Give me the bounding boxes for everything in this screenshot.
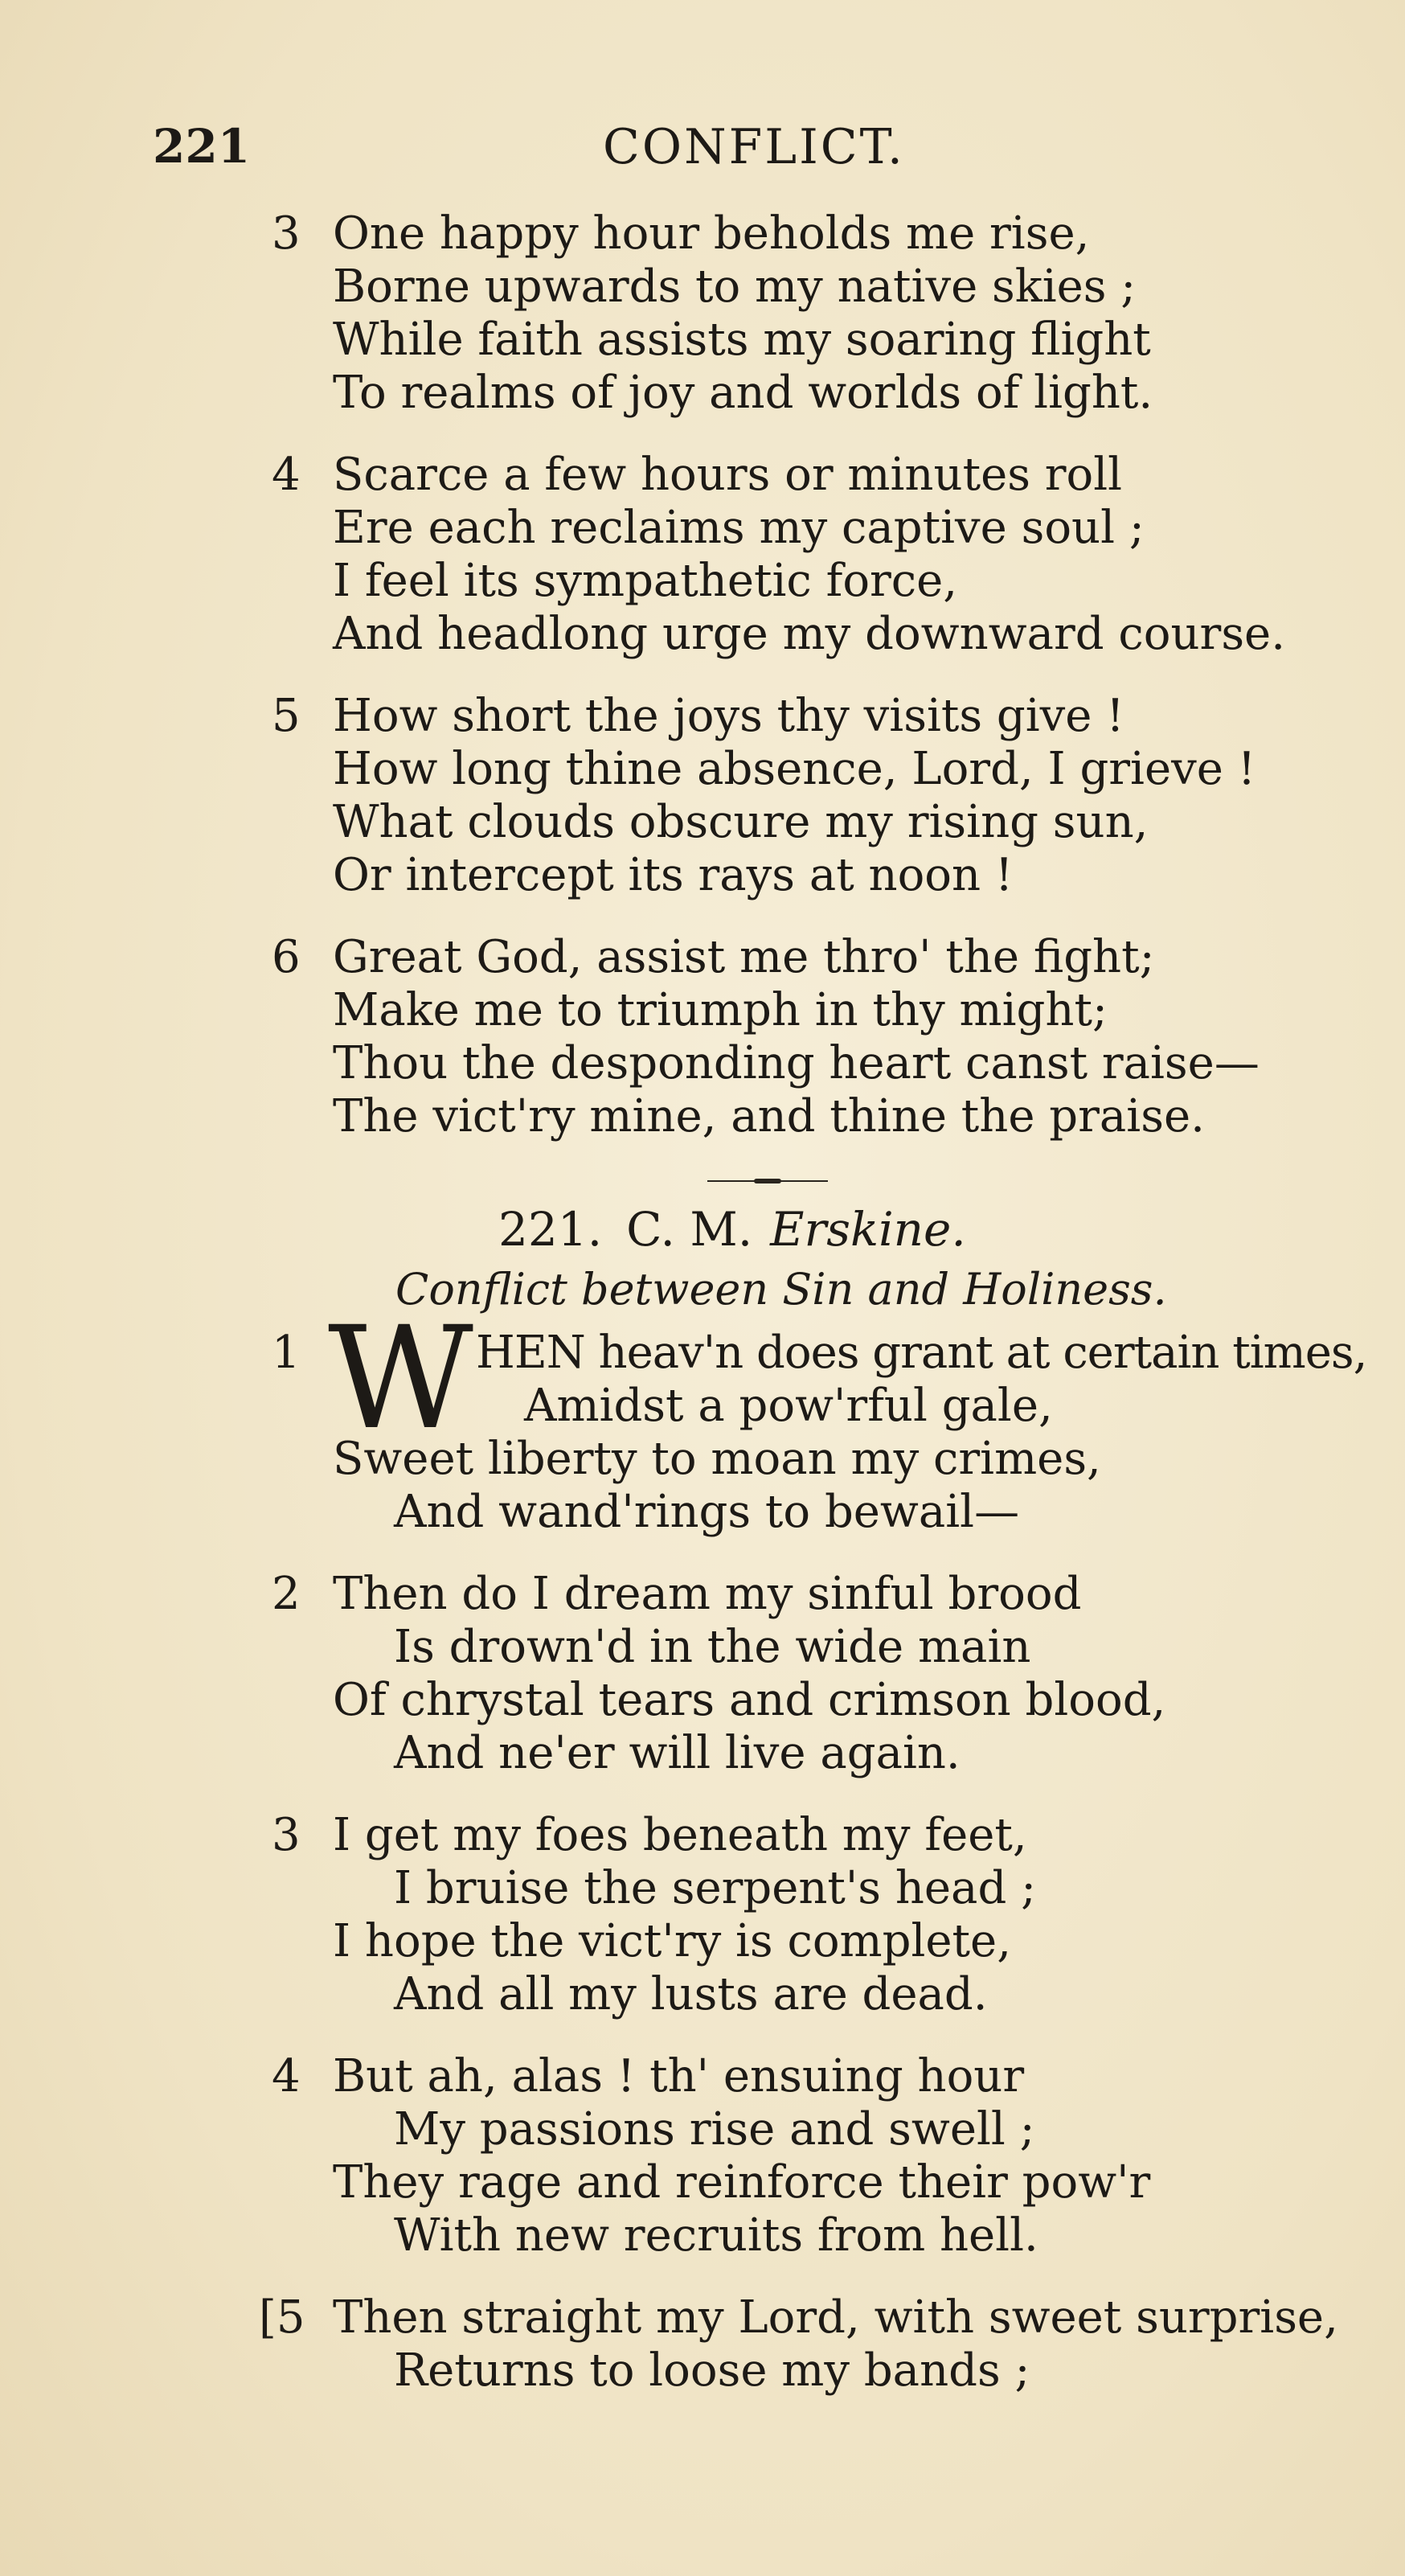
verse-line: Returns to loose my bands ; [394,2344,1030,2397]
verse-line: Is drown'd in the wide main [394,1621,1031,1673]
verse-line: HEN heav'n does grant at certain times, [476,1327,1367,1379]
verse-line: But ah, alas ! th' ensuing hour [333,2050,1025,2102]
verse-line: Scarce a few hours or minutes roll [333,449,1123,501]
verse-line: And all my lusts are dead. [394,1968,988,2020]
running-head [153,119,1262,183]
verse-line: The vict'ry mine, and thine the praise. [333,1090,1205,1142]
stanza-number: 3 [272,207,301,260]
verse-line: I hope the vict'ry is complete, [333,1915,1011,1967]
stanza-number: 5 [272,690,301,742]
verse-line: Great God, assist me thro' the fight; [333,931,1155,983]
verse-line: Or intercept its rays at noon ! [333,849,1014,901]
verse-line: One happy hour beholds me rise, [333,207,1090,260]
stanza-number: 4 [272,2050,301,2102]
verse-line: I feel its sympathetic force, [333,555,958,607]
hymn-tune: Erskine. [770,1202,966,1257]
stanza-number: 1 [272,1327,301,1379]
stanza-number: 6 [272,931,301,983]
stanza-number: 4 [272,449,301,501]
verse-line: Of chrystal tears and crimson blood, [333,1674,1166,1726]
verse-line: They rage and reinforce their pow'r [333,2156,1151,2209]
verse-line: What clouds obscure my rising sun, [333,796,1149,848]
hymn-title: Conflict between Sin and Holiness. [395,1264,1167,1315]
verse-line: And headlong urge my downward course. [333,608,1285,660]
verse-line: Then do I dream my sinful brood [333,1568,1082,1620]
divider-ornament [754,1179,781,1183]
verse-line: And ne'er will live again. [394,1727,961,1779]
verse-line: Sweet liberty to moan my crimes, [333,1433,1101,1485]
verse-line: With new recruits from hell. [394,2209,1038,2262]
verse-line: My passions rise and swell ; [394,2103,1035,2156]
hymn-number: 221. [498,1202,603,1257]
verse-line: How short the joys thy visits give ! [333,690,1124,742]
verse-line: Then straight my Lord, with sweet surprise, [333,2291,1338,2344]
verse-line: Make me to triumph in thy might; [333,984,1108,1036]
hymn-heading [498,1202,966,1257]
page-number: 221 [153,119,251,174]
verse-line: How long thine absence, Lord, I grieve ! [333,743,1256,795]
verse-line: Amidst a pow'rful gale, [524,1380,1053,1432]
stanza-number: 3 [272,1809,301,1861]
verse-line: And wand'rings to bewail— [394,1486,1020,1538]
verse-line: I bruise the serpent's head ; [394,1862,1036,1914]
verse-line: Ere each reclaims my captive soul ; [333,502,1145,554]
hymn-meter: C. M. [626,1202,753,1257]
ornamental-divider [707,1179,828,1183]
verse-line: I get my foes beneath my feet, [333,1809,1027,1861]
verse-line: Thou the desponding heart canst raise— [333,1037,1260,1089]
running-title: CONFLICT. [603,119,905,175]
verse-line: While faith assists my soaring flight [333,314,1151,366]
stanza-number: [5 [259,2291,305,2344]
verse-line: Borne upwards to my native skies ; [333,260,1137,313]
verse-line: To realms of joy and worlds of light. [333,367,1153,419]
stanza-number: 2 [272,1568,301,1620]
drop-cap-letter: W [328,1296,473,1461]
